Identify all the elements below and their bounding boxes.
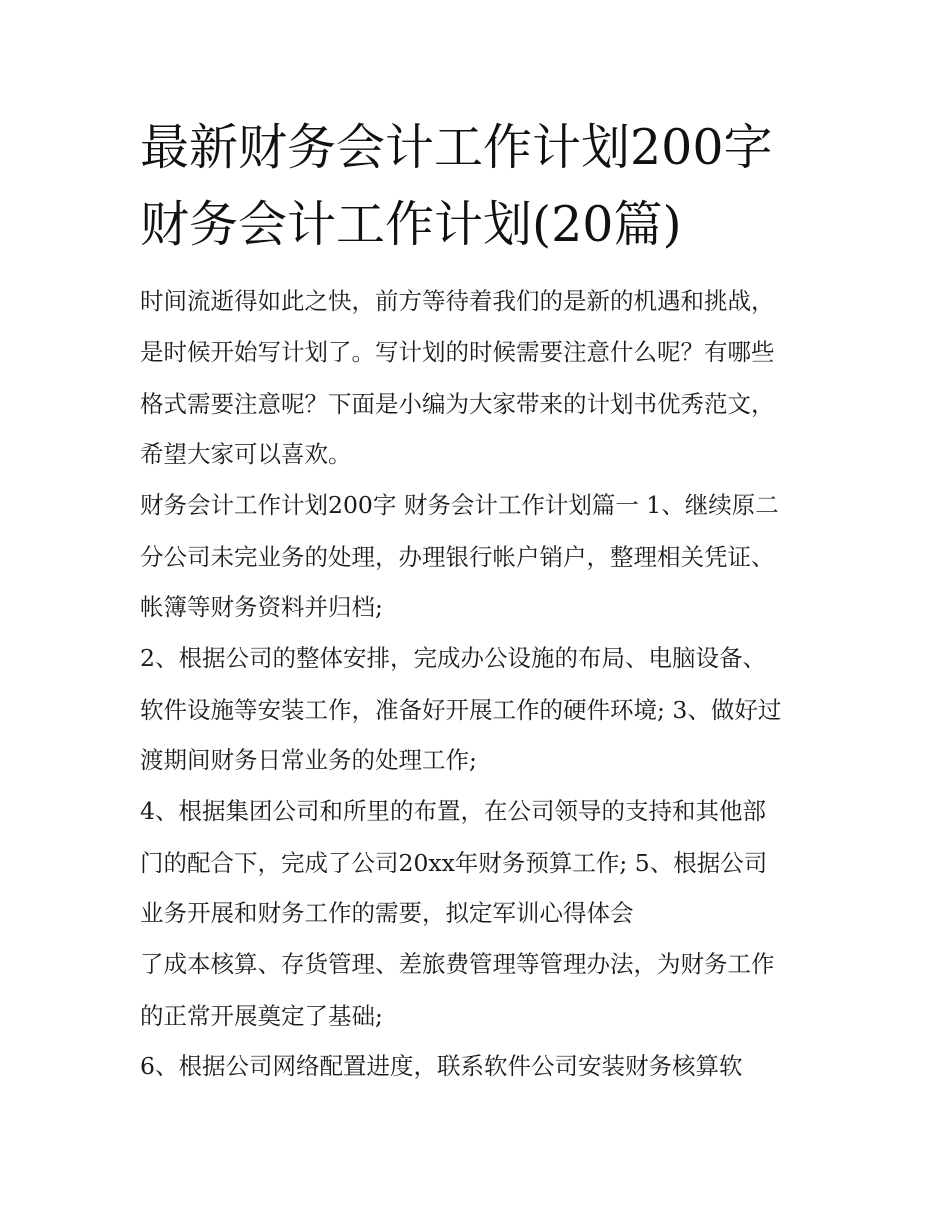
- body-line: 希望大家可以喜欢。: [140, 440, 352, 468]
- body-line: 分公司未完业务的处理，办理银行帐户销户，整理相关凭证、: [140, 543, 775, 571]
- body-line: 渡期间财务日常业务的处理工作;: [140, 746, 477, 774]
- body-line: 4、根据集团公司和所里的布置，在公司领导的支持和其他部: [140, 797, 766, 825]
- body-line: 帐簿等财务资料并归档;: [140, 593, 383, 621]
- title-line-2: 财务会计工作计划(20篇): [140, 196, 682, 253]
- body-line: 财务会计工作计划200字 财务会计工作计划篇一 1、继续原二: [140, 491, 779, 519]
- body-line: 时间流逝得如此之快，前方等待着我们的是新的机遇和挑战，: [140, 287, 775, 315]
- body-line: 软件设施等安装工作，准备好开展工作的硬件环境; 3、做好过: [140, 696, 782, 724]
- body-line: 格式需要注意呢？下面是小编为大家带来的计划书优秀范文，: [140, 390, 775, 418]
- body-line: 业务开展和财务工作的需要，拟定军训心得体会: [140, 899, 634, 927]
- body-line: 2、根据公司的整体安排，完成办公设施的布局、电脑设备、: [140, 644, 766, 672]
- body-line: 门的配合下，完成了公司20xx年财务预算工作; 5、根据公司: [140, 849, 768, 877]
- body-line: 的正常开展奠定了基础;: [140, 1002, 383, 1030]
- body-line: 是时候开始写计划了。写计划的时候需要注意什么呢？有哪些: [140, 338, 775, 366]
- title-line-1: 最新财务会计工作计划200字: [140, 119, 773, 176]
- body-line: 了成本核算、存货管理、差旅费管理等管理办法，为财务工作: [140, 950, 775, 978]
- body-line: 6、根据公司网络配置进度，联系软件公司安装财务核算软: [140, 1052, 743, 1080]
